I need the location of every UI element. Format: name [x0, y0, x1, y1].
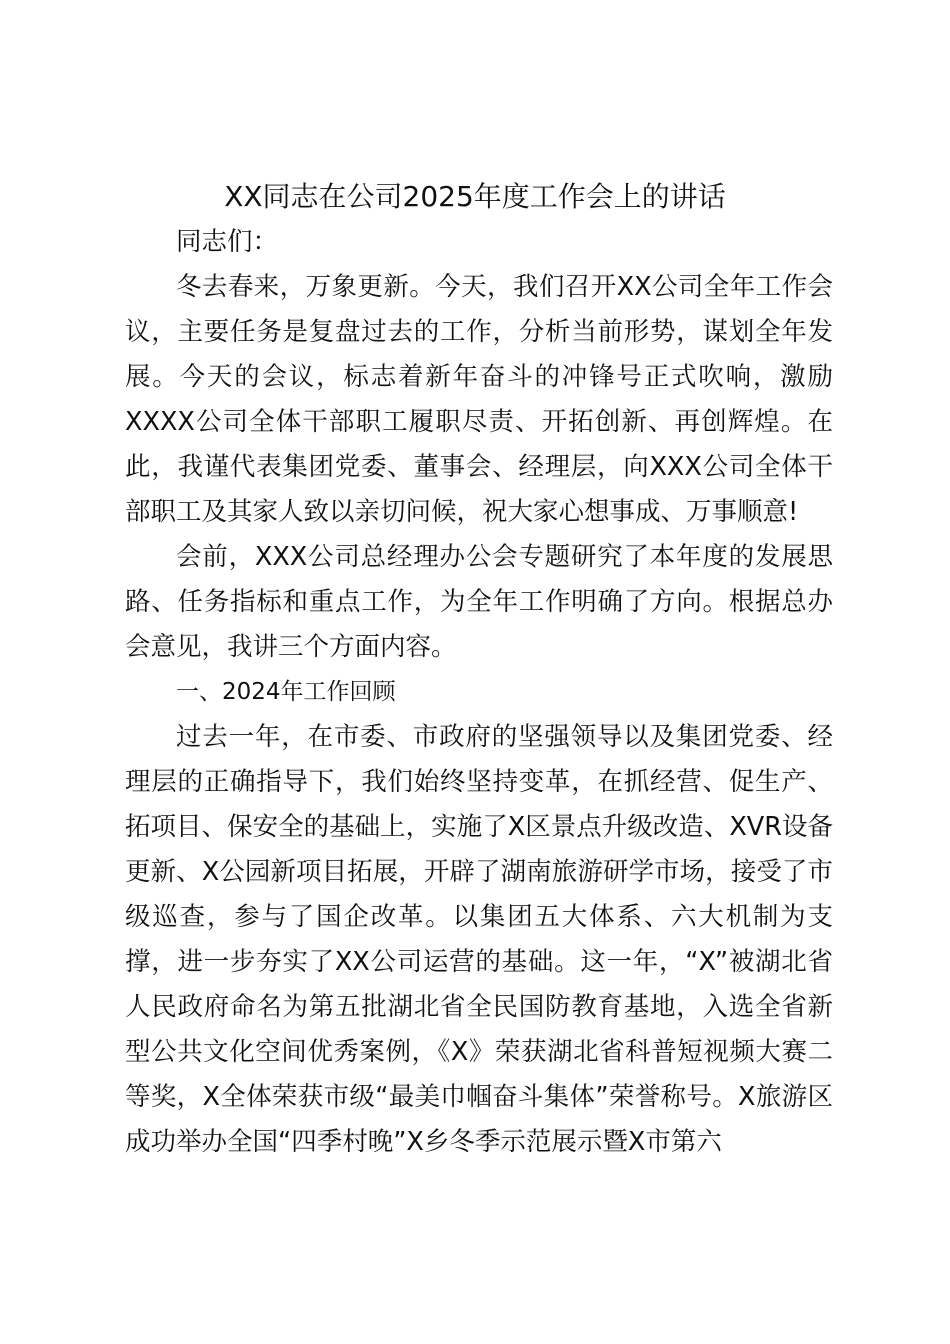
paragraph-opening: 冬去春来，万象更新。今天，我们召开XX公司全年工作会议，主要任务是复盘过去的工作，分析当前形势，谋划全年发展。今天的会议，标志着新年奋斗的冲锋号正式吹响，激励XXXX公司全体干部职工履职尽责、开拓创新、再创辉煌。在此，我谨代表集团党委、董事会、经理层，向XXX公司全体干部职工及其家人致以亲切问候，祝大家心想事成、万事顺意! — [125, 272, 833, 527]
document-title: XX同志在公司2025年度工作会上的讲话 — [224, 180, 726, 213]
document-body — [125, 220, 833, 1165]
salutation: 同志们： — [176, 227, 279, 257]
section-heading: 一、2024年工作回顾 — [176, 679, 396, 705]
paragraph-review: 过去一年，在市委、市政府的坚强领导以及集团党委、经理层的正确指导下，我们始终坚持变革，在抓经营、促生产、拓项目、保安全的基础上，实施了X区景点升级改造、XVR设备更新、X公园新项目拓展，开辟了湖南旅游研学市场，接受了市级巡查，参与了国企改革。以集团五大体系、六大机制为支撑，进一步夯实了XX公司运营的基础。这一年，“X”被湖北省人民政府命名为第五批湖北省全民国防教育基地，入选全省新型公共文化空间优秀案例，《X》荣获湖北省科普短视频大赛二等奖，X全体荣获市级“最美巾帼奋斗集体”荣誉称号。X旅游区成功举办全国“四季村晚”X乡冬季示范展示暨X市第六 — [125, 722, 833, 1157]
paragraph-agenda: 会前，XXX公司总经理办公会专题研究了本年度的发展思路、任务指标和重点工作，为全年工作明确了方向。根据总办会意见，我讲三个方面内容。 — [125, 542, 833, 662]
